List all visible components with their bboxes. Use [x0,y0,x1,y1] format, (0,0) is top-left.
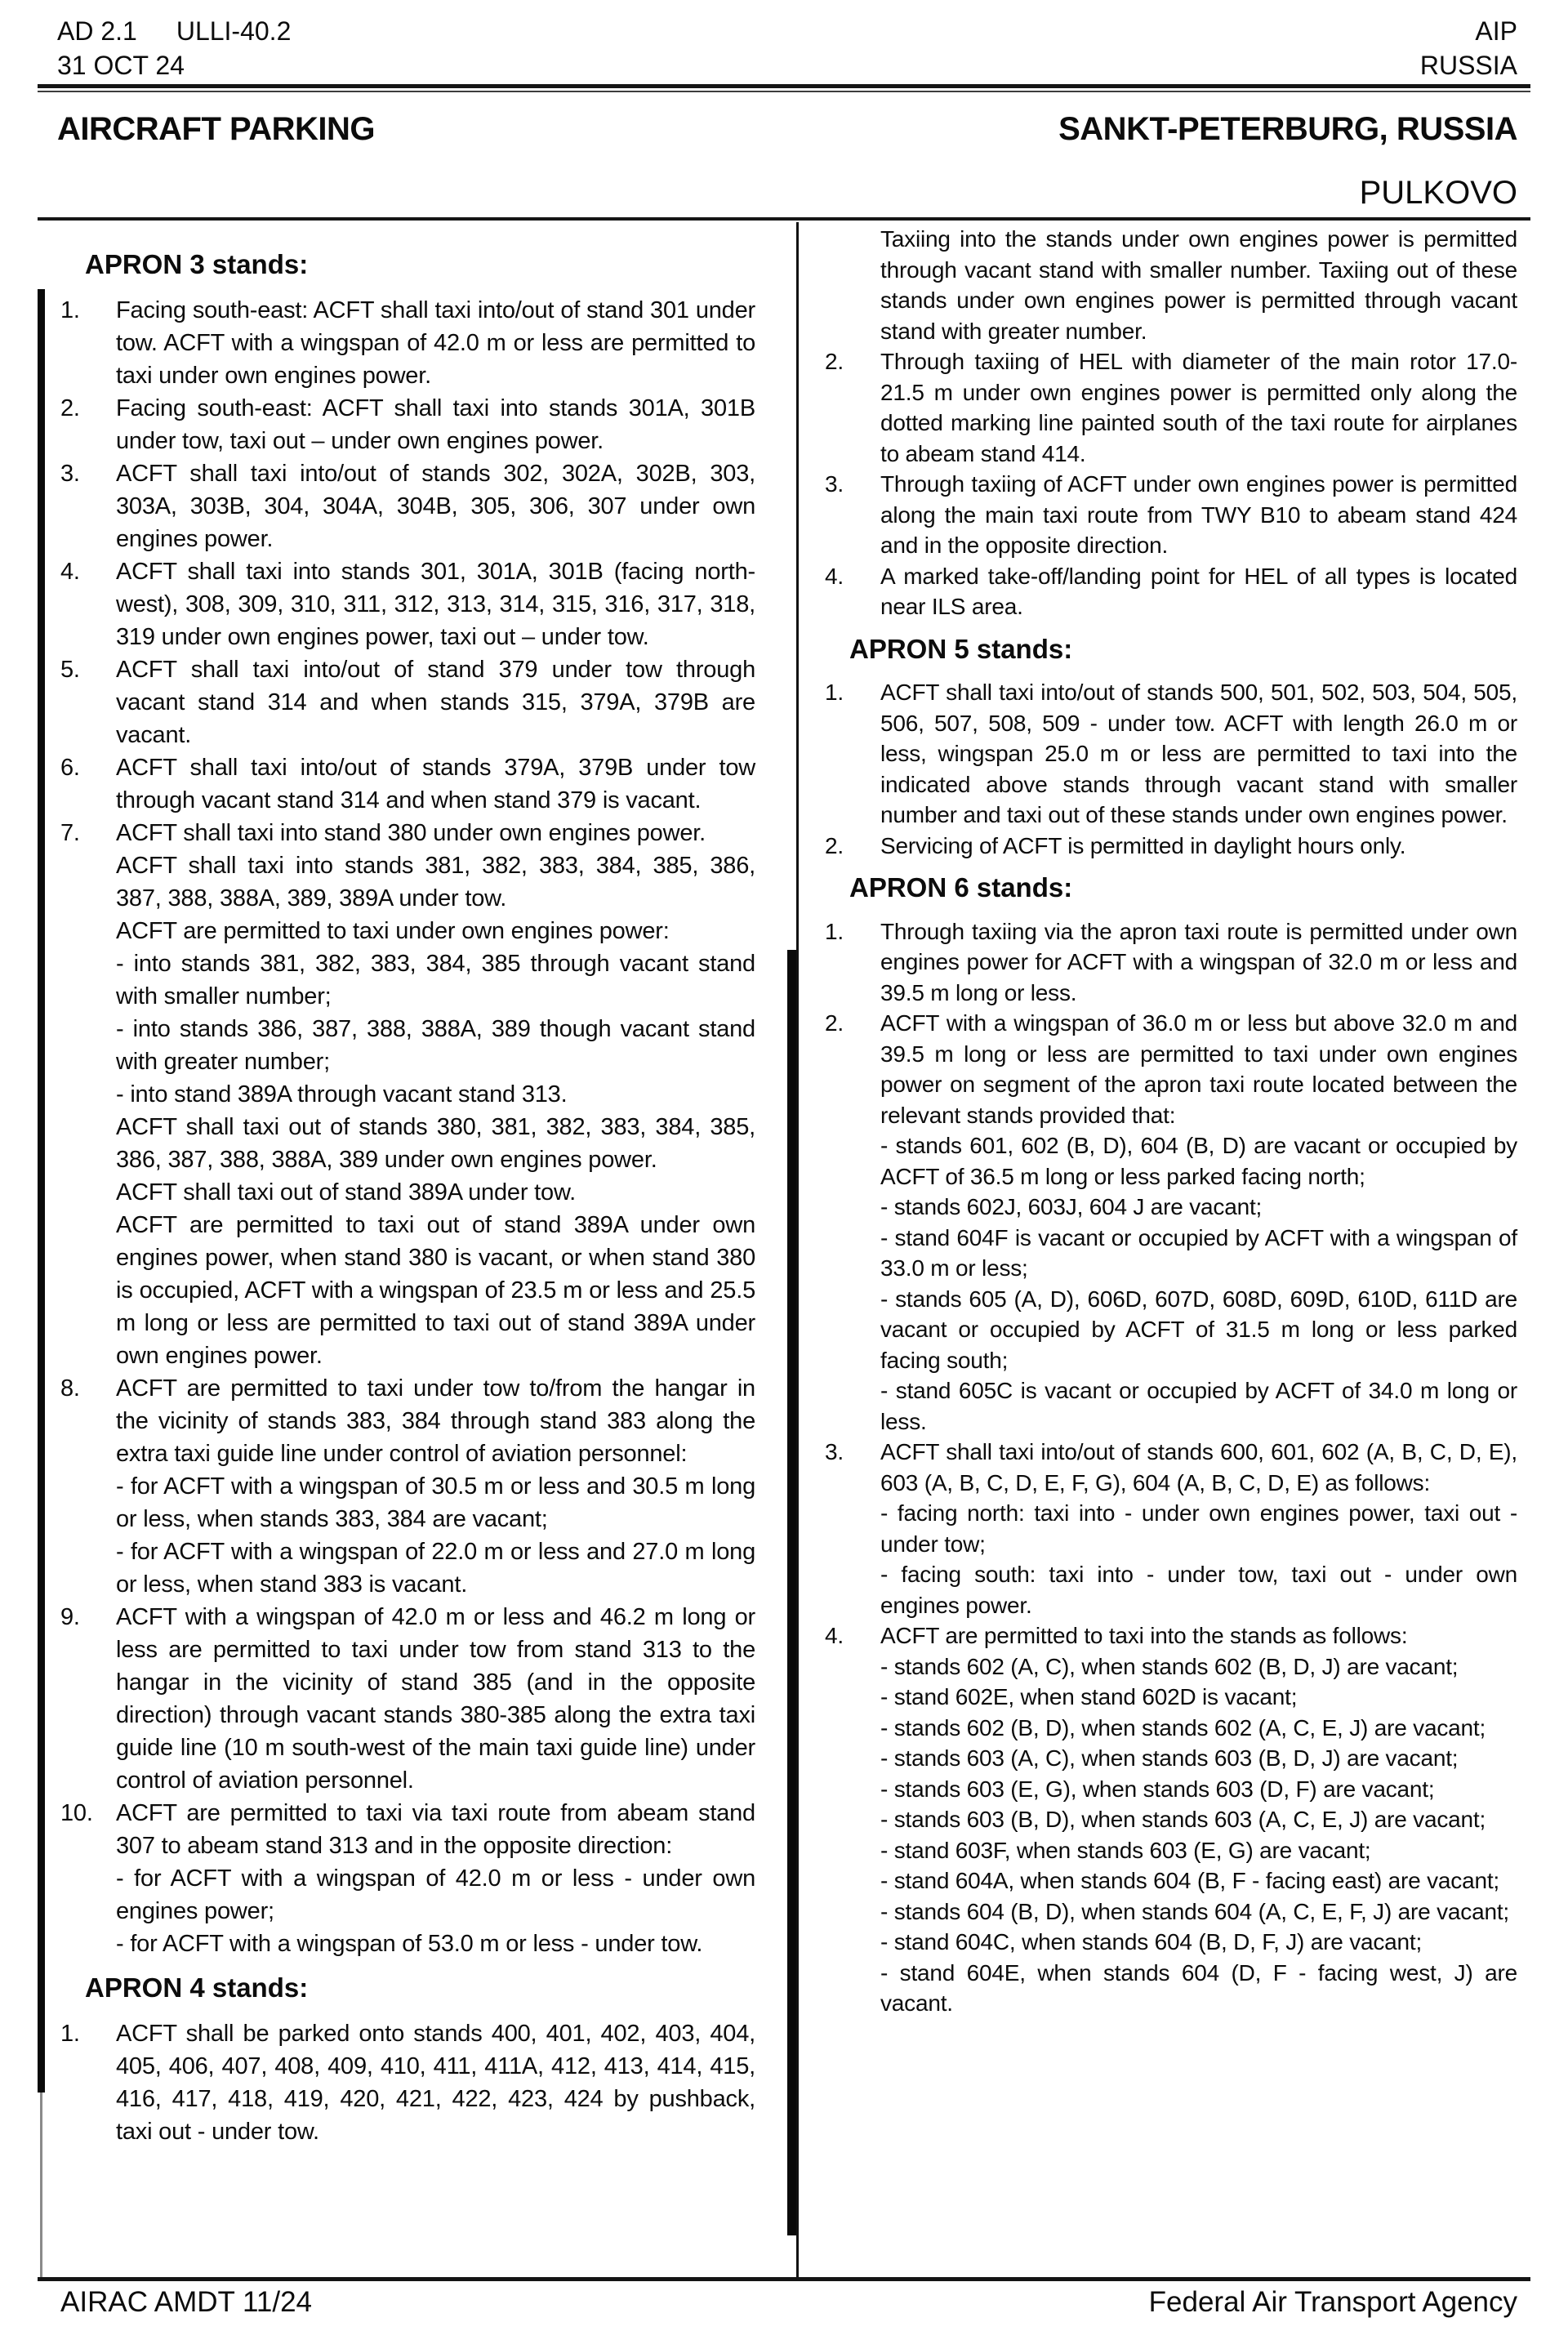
item-number: 3. [825,471,844,497]
location-title: SANKT-PETERBURG, RUSSIA [1058,111,1517,147]
item-paragraph: - facing north: taxi into - under own engines power, taxi out - under tow; [880,1500,1517,1557]
column-divider [796,222,799,2277]
list-item [60,653,755,751]
list-item [825,1620,1517,2019]
page-title: AIRCRAFT PARKING [57,111,376,147]
item-number: 4. [60,559,80,585]
item-number: 2. [825,349,844,374]
item-paragraph: ACFT are permitted to taxi via taxi route from abeam stand 307 to abeam stand 313 and in the opposite direction: [116,1800,755,1859]
item-paragraph: - stands 602 (A, C), when stands 602 (B, D, J) are vacant; [880,1653,1459,1679]
item-paragraph: - for ACFT with a wingspan of 22.0 m or less and 27.0 m long or less, when stand 383 is vacant. [116,1539,755,1598]
list-item [825,224,1517,346]
item-paragraph: - stand 604A, when stands 604 (B, F - facing east) are vacant; [880,1868,1500,1893]
header-rule-thick [38,84,1530,88]
list-item [60,392,755,457]
item-number: 9. [60,1604,80,1630]
item-paragraph: ACFT shall be parked onto stands 400, 401, 402, 403, 404, 405, 406, 407, 408, 409, 410, 411, 411A, 412, 413, 414, 415, 416, 417, 418, 419, 420, 421, 422, 423, 424 by pushback, taxi out - under tow. [116,2021,755,2145]
footer-rule [38,2277,1530,2281]
item-paragraph: Through taxiing via the apron taxi route is permitted under own engines power for ACFT with a wingspan of 32.0 m or less and 39.5 m long or less. [880,918,1517,1005]
item-number: 2. [60,395,80,421]
item-paragraph: Facing south-east: ACFT shall taxi into stands 301A, 301B under tow, taxi out – under own engines power. [116,395,755,454]
item-number: 8. [60,1375,80,1402]
item-paragraph: Facing south-east: ACFT shall taxi into/out of stand 301 under tow. ACFT with a wingspan of 42.0 m or less are permitted to taxi under own engines power. [116,297,755,389]
item-paragraph: ACFT shall taxi out of stand 389A under tow. [116,1179,576,1206]
header-rule-thin [38,91,1530,92]
item-paragraph: ACFT with a wingspan of 42.0 m or less and 46.2 m long or less are permitted to taxi under tow from stand 313 to the hangar in the vicinity of stand 385 (and in the opposite direction) through vacant stands 380-385 along the extra taxi guide line (10 m south-west of the main taxi guide line) under control of aviation personnel. [116,1604,755,1794]
list-item [60,2017,755,2148]
content-top-rule [38,217,1530,221]
list-item [60,751,755,817]
item-paragraph: - for ACFT with a wingspan of 42.0 m or less - under own engines power; [116,1865,755,1924]
doc-ref: AD 2.1 [57,16,137,46]
item-number: 5. [60,657,80,683]
apron-section-heading: APRON 4 stands: [85,1972,309,2003]
list-item [60,294,755,392]
item-paragraph: ACFT shall taxi into/out of stands 500, 501, 502, 503, 504, 505, 506, 507, 508, 509 - under tow. ACFT with length 26.0 m or less, wingspan 25.0 m or less are permitted to taxi into the indicated above stands through vacant stand with smaller number and taxi out of these stands under own engines power. [880,680,1517,827]
item-number: 6. [60,755,80,781]
item-paragraph: - into stand 389A through vacant stand 313. [116,1081,568,1108]
list-item [825,831,1517,862]
item-paragraph: ACFT shall taxi out of stands 380, 381, 382, 383, 384, 385, 386, 387, 388, 388A, 389 under own engines power. [116,1114,755,1173]
item-paragraph: - stand 605C is vacant or occupied by ACFT of 34.0 m long or less. [880,1378,1517,1434]
item-number: 4. [825,563,844,589]
item-number: 1. [825,918,844,944]
item-paragraph: ACFT are permitted to taxi under own engines power: [116,918,670,944]
item-paragraph: - stands 604 (B, D), when stands 604 (A, C, E, F, J) are vacant; [880,1898,1509,1924]
left-column [60,245,755,2148]
list-item [825,346,1517,469]
item-paragraph: ACFT shall taxi into/out of stands 302, 302A, 302B, 303, 303A, 303B, 304, 304A, 304B, 305, 306, 307 under own engines power. [116,461,755,552]
list-item [60,817,755,1372]
list-item [825,1008,1517,1437]
item-paragraph: A marked take-off/landing point for HEL of all types is located near ILS area. [880,563,1517,619]
item-paragraph: - into stands 381, 382, 383, 384, 385 through vacant stand with smaller number; [116,951,755,1010]
item-number: 2. [825,832,844,858]
item-number: 2. [825,1010,844,1036]
apron-section-heading: APRON 5 stands: [849,633,1073,664]
issuing-authority: Federal Air Transport Agency [1148,2286,1517,2318]
effective-date: 31 OCT 24 [57,51,185,80]
item-paragraph: - stands 602 (B, D), when stands 602 (A, C, E, J) are vacant; [880,1714,1486,1740]
item-number: 1. [825,680,844,705]
amendment-change-bar-right [787,950,796,2235]
item-paragraph: ACFT shall taxi into/out of stands 600, 601, 602 (A, B, C, D, E), 603 (A, B, C, D, E, F, G), 604 (A, B, C, D, E) as follows: [880,1439,1517,1495]
item-number: 7. [60,820,80,846]
item-paragraph: - for ACFT with a wingspan of 30.5 m or less and 30.5 m long or less, when stands 383, 384 are vacant; [116,1473,755,1532]
list-item [60,555,755,653]
header-doc-ref [57,16,291,47]
list-item [825,1437,1517,1620]
airport-name: PULKOVO [1359,175,1517,211]
item-paragraph: - stands 603 (B, D), when stands 603 (A, C, E, J) are vacant; [880,1807,1486,1832]
item-paragraph: - stands 601, 602 (B, D), 604 (B, D) are vacant or occupied by ACFT of 36.5 m long or less parked facing north; [880,1133,1517,1189]
amendment-change-bar-left [38,289,45,2093]
item-paragraph: - stand 602E, when stand 602D is vacant; [880,1684,1298,1709]
item-paragraph: - stands 602J, 603J, 604 J are vacant; [880,1194,1263,1219]
list-item [60,1797,755,1960]
item-paragraph: ACFT shall taxi into stands 301, 301A, 301B (facing north-west), 308, 309, 310, 311, 312, 313, 314, 315, 316, 317, 318, 319 under own engines power, taxi out – under tow. [116,559,755,650]
item-paragraph: Servicing of ACFT is permitted in daylight hours only. [880,832,1406,858]
list-item [60,457,755,555]
item-paragraph: Taxiing into the stands under own engines power is permitted through vacant stand with smaller number. Taxiing out of these stands under own engines power is permitted through vacant stand with greater number. [880,226,1517,344]
item-paragraph: - stand 604F is vacant or occupied by ACFT with a wingspan of 33.0 m or less; [880,1224,1517,1281]
airac-amendment: AIRAC AMDT 11/24 [60,2286,312,2318]
list-item [825,677,1517,831]
amendment-change-bar-left-thin [40,2093,42,2277]
item-paragraph: ACFT shall taxi into stands 381, 382, 383, 384, 385, 386, 387, 388, 388A, 389, 389A under tow. [116,853,755,911]
right-column [825,224,1517,2019]
item-paragraph: Through taxiing of HEL with diameter of the main rotor 17.0-21.5 m under own engines power is permitted only along the dotted marking line painted south of the taxi route for airplanes to abeam stand 414. [880,349,1517,466]
item-paragraph: ACFT are permitted to taxi into the stands as follows: [880,1623,1408,1648]
item-number: 3. [825,1439,844,1464]
apron-section-heading: APRON 6 stands: [849,872,1073,903]
item-paragraph: - stands 603 (E, G), when stands 603 (D, F) are vacant; [880,1776,1435,1802]
item-number: 1. [60,2021,80,2047]
item-paragraph: - for ACFT with a wingspan of 53.0 m or less - under tow. [116,1931,703,1957]
list-item [825,469,1517,561]
item-paragraph: ACFT shall taxi into/out of stands 379A, 379B under tow through vacant stand 314 and when stand 379 is vacant. [116,755,755,813]
item-paragraph: - stands 605 (A, D), 606D, 607D, 608D, 609D, 610D, 611D are vacant or occupied by ACFT of 31.5 m long or less parked facing south; [880,1286,1517,1373]
item-paragraph: - into stands 386, 387, 388, 388A, 389 though vacant stand with greater number; [116,1016,755,1075]
list-item [825,916,1517,1009]
item-paragraph: - stands 603 (A, C), when stands 603 (B, D, J) are vacant; [880,1745,1459,1771]
item-paragraph: - stand 604C, when stands 604 (B, D, F, J) are vacant; [880,1929,1423,1954]
item-paragraph: - stand 603F, when stands 603 (E, G) are vacant; [880,1837,1371,1863]
item-number: 1. [60,297,80,323]
item-paragraph: Through taxiing of ACFT under own engines power is permitted along the main taxi route from TWY B10 to abeam stand 424 and in the opposite direction. [880,471,1517,558]
item-paragraph: ACFT are permitted to taxi under tow to/from the hangar in the vicinity of stands 383, 384 through stand 383 along the extra taxi guide line under control of aviation personnel: [116,1375,755,1467]
item-number: 4. [825,1623,844,1648]
item-paragraph: - facing south: taxi into - under tow, taxi out - under own engines power. [880,1562,1517,1618]
item-paragraph: ACFT are permitted to taxi out of stand 389A under own engines power, when stand 380 is vacant, or when stand 380 is occupied, ACFT with a wingspan of 23.5 m or less and 25.5 m long or less are permitted to taxi out of stand 389A under own engines power. [116,1212,755,1369]
item-paragraph: ACFT shall taxi into stand 380 under own engines power. [116,820,706,846]
country-label: RUSSIA [1419,51,1517,80]
list-item [825,561,1517,622]
item-paragraph: ACFT with a wingspan of 36.0 m or less but above 32.0 m and 39.5 m long or less are permitted to taxi under own engines power on segment of the apron taxi route located between the relevant stands provided that: [880,1010,1517,1128]
apron-section-heading: APRON 3 stands: [85,249,309,279]
publication-label: AIP [1475,16,1517,46]
page-ref: ULLI-40.2 [176,16,292,46]
item-number: 10. [60,1800,93,1826]
list-item [60,1601,755,1797]
item-number: 3. [60,461,80,487]
list-item [60,1372,755,1601]
item-paragraph: ACFT shall taxi into/out of stand 379 under tow through vacant stand 314 and when stands 315, 379A, 379B are vacant. [116,657,755,748]
item-paragraph: - stand 604E, when stands 604 (D, F - facing west, J) are vacant. [880,1959,1517,2016]
